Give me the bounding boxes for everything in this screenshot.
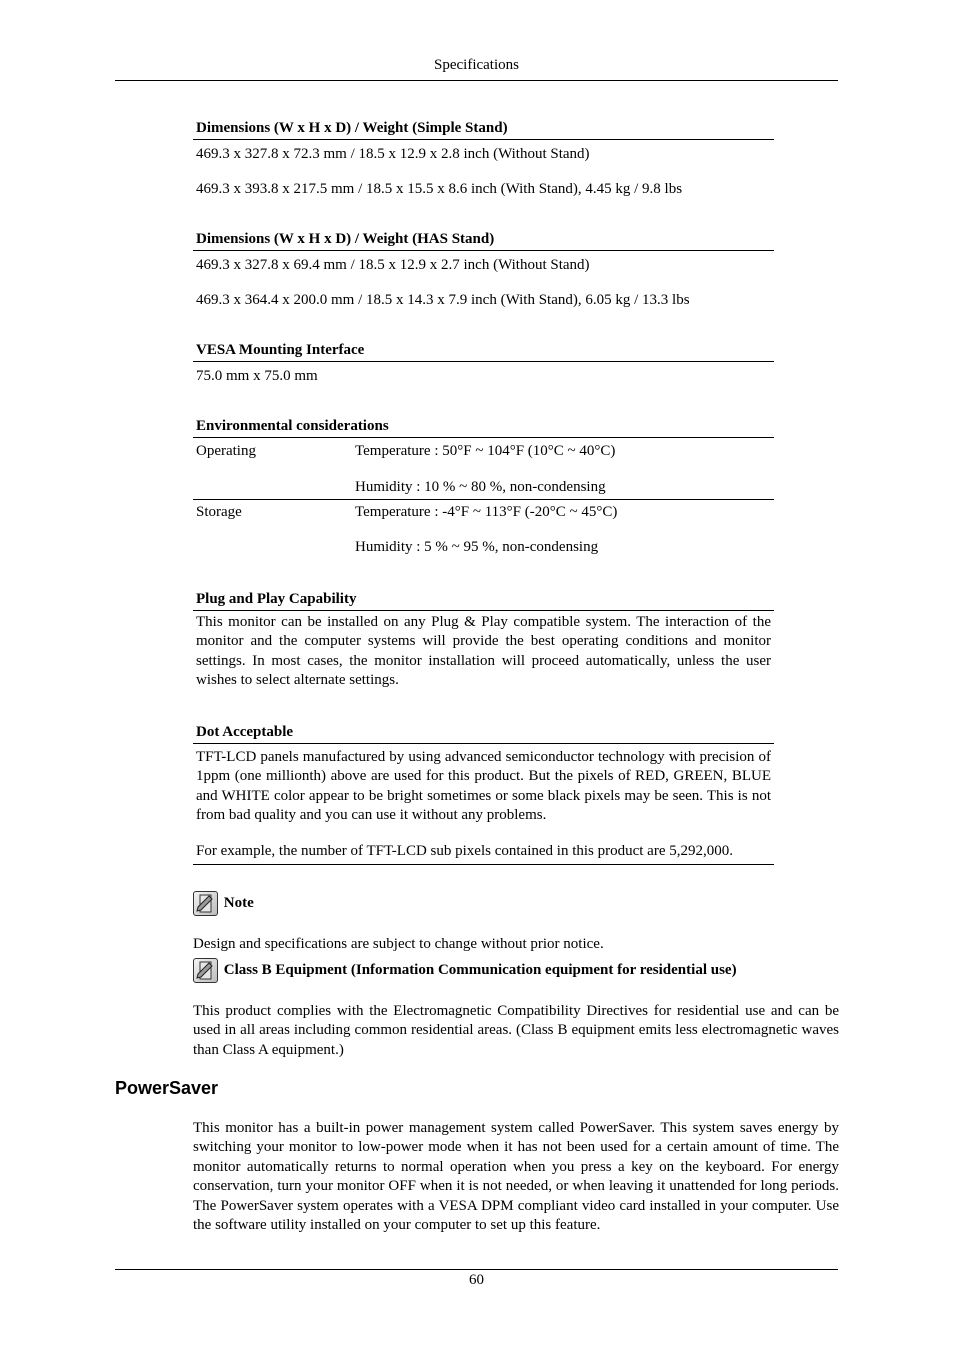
- spec-simple-stand: [193, 118, 774, 199]
- env-operating: [193, 438, 774, 500]
- spec-vesa-title: VESA Mounting Interface: [193, 340, 774, 362]
- powersaver-text: This monitor has a built-in power management system called PowerSaver. This system saves energy by switching your monitor to low-power mode when it has not been used for a certain amount of time. The monitor automatically returns to normal operation when you press a key on the keyboard. For energy conservation, turn your monitor OFF when it is not needed, or when leaving it unattended for long periods. The PowerSaver system operates with a VESA DPM compliant video card installed in your computer. Use the software utility installed on your computer to set up this feature.: [193, 1120, 839, 1234]
- env-storage-temperature: Temperature : -4°F ~ 113°F (-20°C ~ 45°C): [355, 504, 618, 520]
- powersaver-heading: PowerSaver: [115, 1078, 219, 1098]
- spec-has-stand-title: Dimensions (W x H x D) / Weight (HAS Stand): [193, 229, 774, 251]
- spec-dot-acceptable-example: For example, the number of TFT-LCD sub pixels contained in this product are 5,292,000.: [196, 842, 733, 859]
- header-divider: [115, 80, 838, 81]
- spec-plug-and-play-text: This monitor can be installed on any Plug & Play compatible system. The interaction of the monitor and the computer systems will provide the best operating conditions and monitor settings. In most cases, the monitor installation will proceed automatically, unless the user wishes to select alternate settings.: [196, 614, 771, 689]
- env-storage-label: Storage: [196, 504, 242, 520]
- class-b-text: This product complies with the Electromagnetic Compatibility Directives for residential use and can be used in all areas including common residential areas. (Class B equipment emits less electromagnetic waves than Class A equipment.): [193, 1003, 839, 1058]
- class-b-block: [193, 957, 839, 1060]
- env-storage: [193, 500, 774, 557]
- env-operating-temperature: Temperature : 50°F ~ 104°F (10°C ~ 40°C): [355, 443, 616, 459]
- spec-vesa: [193, 340, 774, 386]
- spec-dot-acceptable-title: Dot Acceptable: [193, 722, 774, 744]
- note-label: Note: [223, 895, 254, 911]
- powersaver-block: [193, 1119, 839, 1235]
- spec-dot-acceptable-text: TFT-LCD panels manufactured by using advanced semiconductor technology with precision of 1ppm (one millionth) above are used for this product. But the pixels of RED, GREEN, BLUE and WHITE color appear to be bright sometimes or some black pixels may be seen. This is not from bad quality and you can use it without any problems.: [196, 749, 771, 824]
- spec-environment: [193, 416, 774, 557]
- note-icon: [193, 891, 218, 916]
- env-operating-humidity: Humidity : 10 % ~ 80 %, non-condensing: [355, 479, 606, 495]
- page-number: 60: [469, 1272, 484, 1288]
- footer-divider: [115, 1269, 838, 1270]
- spec-has-stand-row: 469.3 x 364.4 x 200.0 mm / 18.5 x 14.3 x 7.9 inch (With Stand), 6.05 kg / 13.3 lbs: [196, 292, 690, 308]
- class-b-label: Class B Equipment (Information Communication equipment for residential use): [223, 962, 737, 978]
- spec-has-stand: [193, 229, 774, 310]
- spec-plug-and-play: [193, 589, 774, 691]
- page-header-title: Specifications: [434, 57, 519, 73]
- spec-vesa-row: 75.0 mm x 75.0 mm: [196, 368, 318, 384]
- note-block: [193, 890, 839, 954]
- env-storage-humidity: Humidity : 5 % ~ 95 %, non-condensing: [355, 539, 599, 555]
- spec-has-stand-row: 469.3 x 327.8 x 69.4 mm / 18.5 x 12.9 x 2.7 inch (Without Stand): [196, 257, 590, 273]
- env-operating-label: Operating: [196, 443, 256, 459]
- note-icon: [193, 958, 218, 983]
- spec-dot-acceptable: [193, 722, 774, 865]
- spec-simple-stand-title: Dimensions (W x H x D) / Weight (Simple Stand): [193, 118, 774, 140]
- spec-plug-and-play-title: Plug and Play Capability: [193, 589, 774, 611]
- spec-simple-stand-row: 469.3 x 327.8 x 72.3 mm / 18.5 x 12.9 x 2.8 inch (Without Stand): [196, 146, 590, 162]
- spec-simple-stand-row: 469.3 x 393.8 x 217.5 mm / 18.5 x 15.5 x 8.6 inch (With Stand), 4.45 kg / 9.8 lbs: [196, 181, 683, 197]
- note-text: Design and specifications are subject to change without prior notice.: [193, 936, 604, 952]
- spec-environment-title: Environmental considerations: [193, 416, 774, 438]
